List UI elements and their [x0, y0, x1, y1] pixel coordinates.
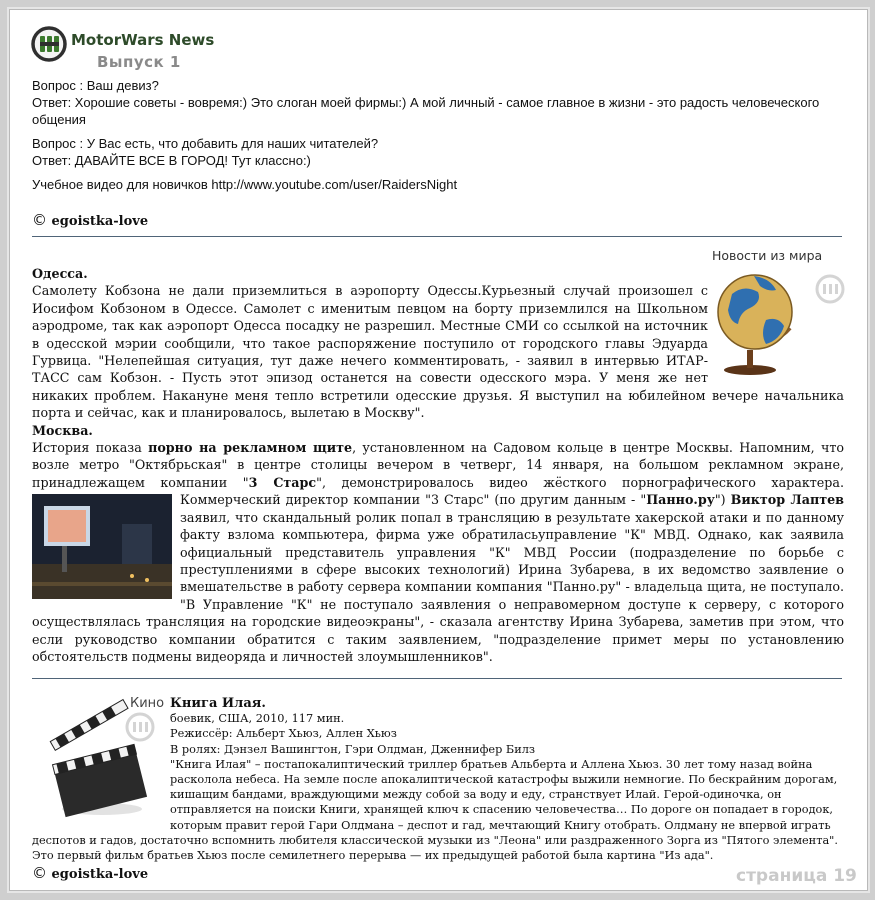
publication-title: MotorWars News: [71, 31, 215, 49]
footer-credit: [32, 864, 148, 882]
moscow-bold-4: Виктор Лаптев: [730, 492, 844, 508]
question-2: Вопрос : У Вас есть, что добавить для наших читателей?: [32, 136, 379, 151]
section-divider: [32, 678, 842, 679]
moscow-text-1: История показа: [32, 440, 149, 456]
moscow-text-3: ", демонстрировалось видео жёсткого порнографического характера. Коммерческий директор компании "3 Старс" (по другим данным - ": [180, 474, 844, 508]
interview-section: [32, 77, 847, 193]
film-cast: В ролях: Дэнзел Вашингтон, Гэри Олдман, Дженнифер Билз: [170, 742, 536, 756]
moscow-bold-3: Панно.ру: [646, 492, 715, 508]
odessa-article: Самолету Кобзона не дали приземлиться в аэропорту Одессы.Курьезный случай произошел с Иосифом Кобзоном в Одессе. Самолет с именитым певцом на борту приземлился на Школьном аэродроме, так как аэропорт Одесса посадку не разрешил. Местные СМИ со ссылкой на источник в одесской мэрии сообщили, что такое распоряжение поступило от городского главы Эдуарда Гурвица. "Нелепейшая ситуация, тут даже нечего комментировать, - заявил в интервью ИТАР-ТАСС сам Кобзон. - Пусть этот эпизод останется на совести одесского мэра. У меня же нет никаких проблем. Накануне меня тепло встретили одесские друзья. Я выступил на юбилейном вечере начальника порта и сейчас, как и планировалось, вылетаю в Москву".: [32, 283, 844, 421]
film-description: "Книга Илая" – постапокалиптический триллер братьев Альберта и Аллена Хьюз. 30 лет тому назад война расколола небеса. На земле после апокалиптической катастрофы выжили немногие. По бескрайним дорогам, кишащим бандами, враждующими между собой за воду и еду, странствует Илай. Герой-одиночка, он отправляется на поиски Книги, хранящей ключ к спасению человечества… По дороге он попадает в городок, которым правит герой Гари Олдмана – деспот и гад, мечтающий Книгу отобрать. Олдману не впервой играть деспотов и гадов, достаточно вспомнить любителя классической музыки из "Леона" или раздраженного Зорга из "Пятого элемента". Это первый фильм братьев Хьюз после семилетнего перерыва — их предыдущей работой была картина "Из ада".: [32, 757, 838, 863]
motorwars-logo-icon: [31, 26, 67, 62]
footer-credit-author: egoistka-love: [51, 867, 149, 882]
film-director: Режиссёр: Альберт Хьюз, Аллен Хьюз: [170, 727, 397, 741]
answer-1: Ответ: Хорошие советы - вовремя:) Это слоган моей фирмы:) А мой личный - самое главное в жизни - это радость человеческого общения: [32, 95, 820, 127]
page-number: страница 19: [736, 866, 857, 886]
moscow-bold-1: порно на рекламном щите: [148, 440, 353, 456]
moscow-article: [32, 439, 844, 665]
issue-number: Выпуск 1: [97, 53, 181, 71]
globe-float-spacer: [708, 265, 844, 377]
world-news-label: Новости из мира: [712, 248, 823, 263]
moscow-heading: Москва.: [32, 422, 93, 438]
question-1: Вопрос : Ваш девиз?: [32, 78, 159, 93]
film-title: Книга Илая.: [170, 696, 266, 711]
moscow-bold-2: 3 Старс: [248, 474, 317, 490]
interview-credit: [32, 211, 148, 229]
clapperboard-float-spacer: [32, 696, 170, 826]
section-divider: [32, 236, 842, 237]
newsletter-page: [9, 9, 868, 891]
moscow-text-5: заявил, что скандальный ролик попал в трансляцию в результате хакерской атаки и по данному факту взлома компьютера, фирма уже обратиласьуправление "К" МВД. Однако, как заявила официальный представитель управления "К" МВД России (подразделение по борьбе с преступлениями в сфере высоких технологий) Ирина Зубарева, в их ведомство заявление о вмешательстве в работу сервера компании компания "Панно.ру" - владельца щита, не поступало. "В Управление "К" не поступало заявления о неправомерном доступе к серверу, с которого осуществлялась трансляция на городские видеоэкраны", - сказала агентству Ирина Зубарева, заметив при этом, что если руководство компании обратится с таким заявлением, "подразделение примет меры по установлению обстоятельств подмены видеоряда и личностей злоумышленников".: [32, 509, 844, 664]
world-news-section: [32, 265, 844, 665]
film-meta: боевик, США, 2010, 117 мин.: [170, 712, 345, 726]
cinema-label: Кино: [130, 696, 165, 711]
moscow-text-4: "): [714, 492, 731, 508]
interview-credit-author: egoistka-love: [51, 214, 149, 229]
odessa-heading: Одесса.: [32, 266, 88, 281]
billboard-photo: [32, 494, 172, 599]
cinema-section: [32, 696, 844, 863]
copyright-icon: ©: [32, 211, 47, 229]
moscow-text-2: , установленном на Садовом кольце в центре Москвы. Напомним, что возле метро "Октябрьская" в центре столицы вечером в четверг, 14 января, на большом рекламном экране, принадлежащем компании ": [32, 440, 844, 490]
answer-2: Ответ: ДАВАЙТЕ ВСЕ В ГОРОД! Тут классно:): [32, 153, 311, 168]
video-link-text: Учебное видео для новичков http://www.youtube.com/user/RaidersNight: [32, 177, 458, 192]
copyright-icon: ©: [32, 864, 47, 882]
